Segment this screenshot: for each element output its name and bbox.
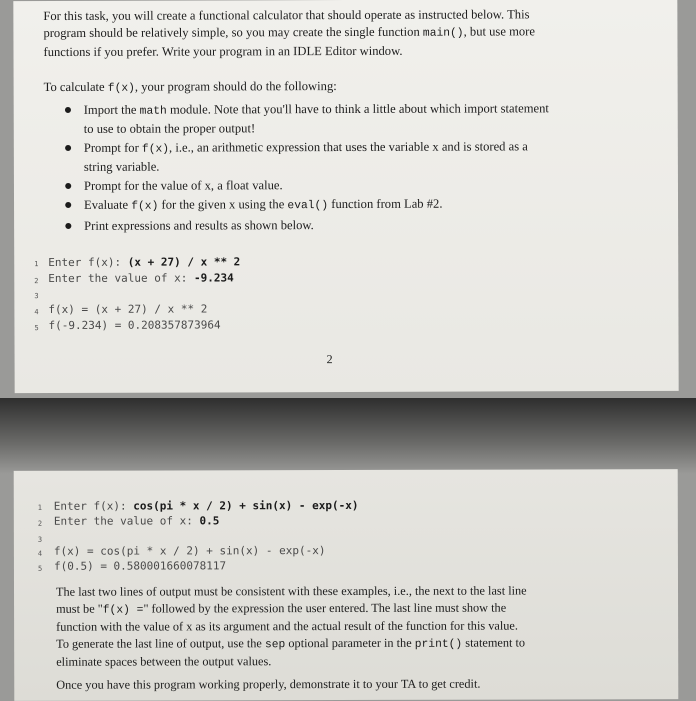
code-line: Enter f(x): cos(pi * x / 2) + sin(x) - exp(-x) [53, 498, 359, 513]
page-number: 2 [326, 352, 333, 367]
intro-line-3: functions if you prefer. Write your program in an IDLE Editor window. [43, 43, 403, 60]
bullet-icon: ● [63, 178, 73, 194]
instruction-list [54, 100, 674, 235]
code-line: f(x) = (x + 27) / x ** 2 [48, 302, 208, 317]
intro-line-2: program should be relatively simple, so you may create the single function main(), but use more [43, 24, 535, 41]
code-line: f(-9.234) = 0.208357873964 [48, 318, 221, 333]
line-number: 1 [34, 260, 39, 269]
code-line: Enter the value of x: 0.5 [53, 514, 220, 528]
line-number: 1 [37, 503, 43, 512]
intro-line-1: For this task, you will create a functional calculator that should operate as instructed below. This [43, 7, 530, 24]
code-line: f(0.5) = 0.580001660078117 [53, 559, 227, 573]
code-line: Enter the value of x: -9.234 [48, 271, 234, 286]
list-item: ● Print expressions and results as shown below. [64, 218, 314, 234]
document-page-bottom [14, 469, 679, 701]
line-number: 3 [37, 535, 43, 544]
line-number: 4 [34, 308, 39, 317]
calc-heading: To calculate f(x), your program should do the following: [43, 79, 337, 95]
code-line: Enter f(x): (x + 27) / x ** 2 [48, 255, 241, 270]
line-number: 5 [37, 564, 43, 573]
final-instruction: Once you have this program working properly, demonstrate it to your TA to get credit. [56, 676, 481, 692]
list-item: ● Import the math module. Note that you'll have to think a little about which import statement to use to obtain the proper output! [63, 101, 549, 136]
line-number: 5 [34, 324, 39, 333]
line-number: 2 [34, 277, 39, 286]
line-number: 4 [37, 549, 43, 558]
bullet-icon: ● [64, 218, 73, 234]
list-item: ● Prompt for f(x), i.e., an arithmetic expression that uses the variable x and is stored as a string variable. [63, 139, 528, 174]
list-item: ● Evaluate f(x) for the given x using the eval() function from Lab #2. [64, 196, 443, 213]
bullet-icon: ● [63, 140, 73, 156]
closing-paragraph: The last two lines of output must be consistent with these examples, i.e., the next to the last line must be "f(x) =" followed by the expression the user entered. The last line must show the function with the value of x as its argument and the actual result of the function for this value. To generate the last line of output, use the sep optional parameter in the print() statement to eliminate spaces between the output values. [55, 583, 527, 669]
list-item: ● Prompt for the value of x, a float value. [63, 178, 283, 194]
bullet-icon: ● [63, 102, 73, 118]
intro-paragraph [43, 6, 673, 61]
main-function-code: main() [422, 27, 464, 40]
document-page-top [13, 0, 678, 393]
line-number: 3 [34, 292, 39, 301]
code-line: f(x) = cos(pi * x / 2) + sin(x) - exp(-x) [53, 544, 326, 558]
photo-shadow-band [0, 398, 696, 474]
bullet-icon: ● [64, 197, 73, 213]
line-number: 2 [37, 519, 43, 528]
